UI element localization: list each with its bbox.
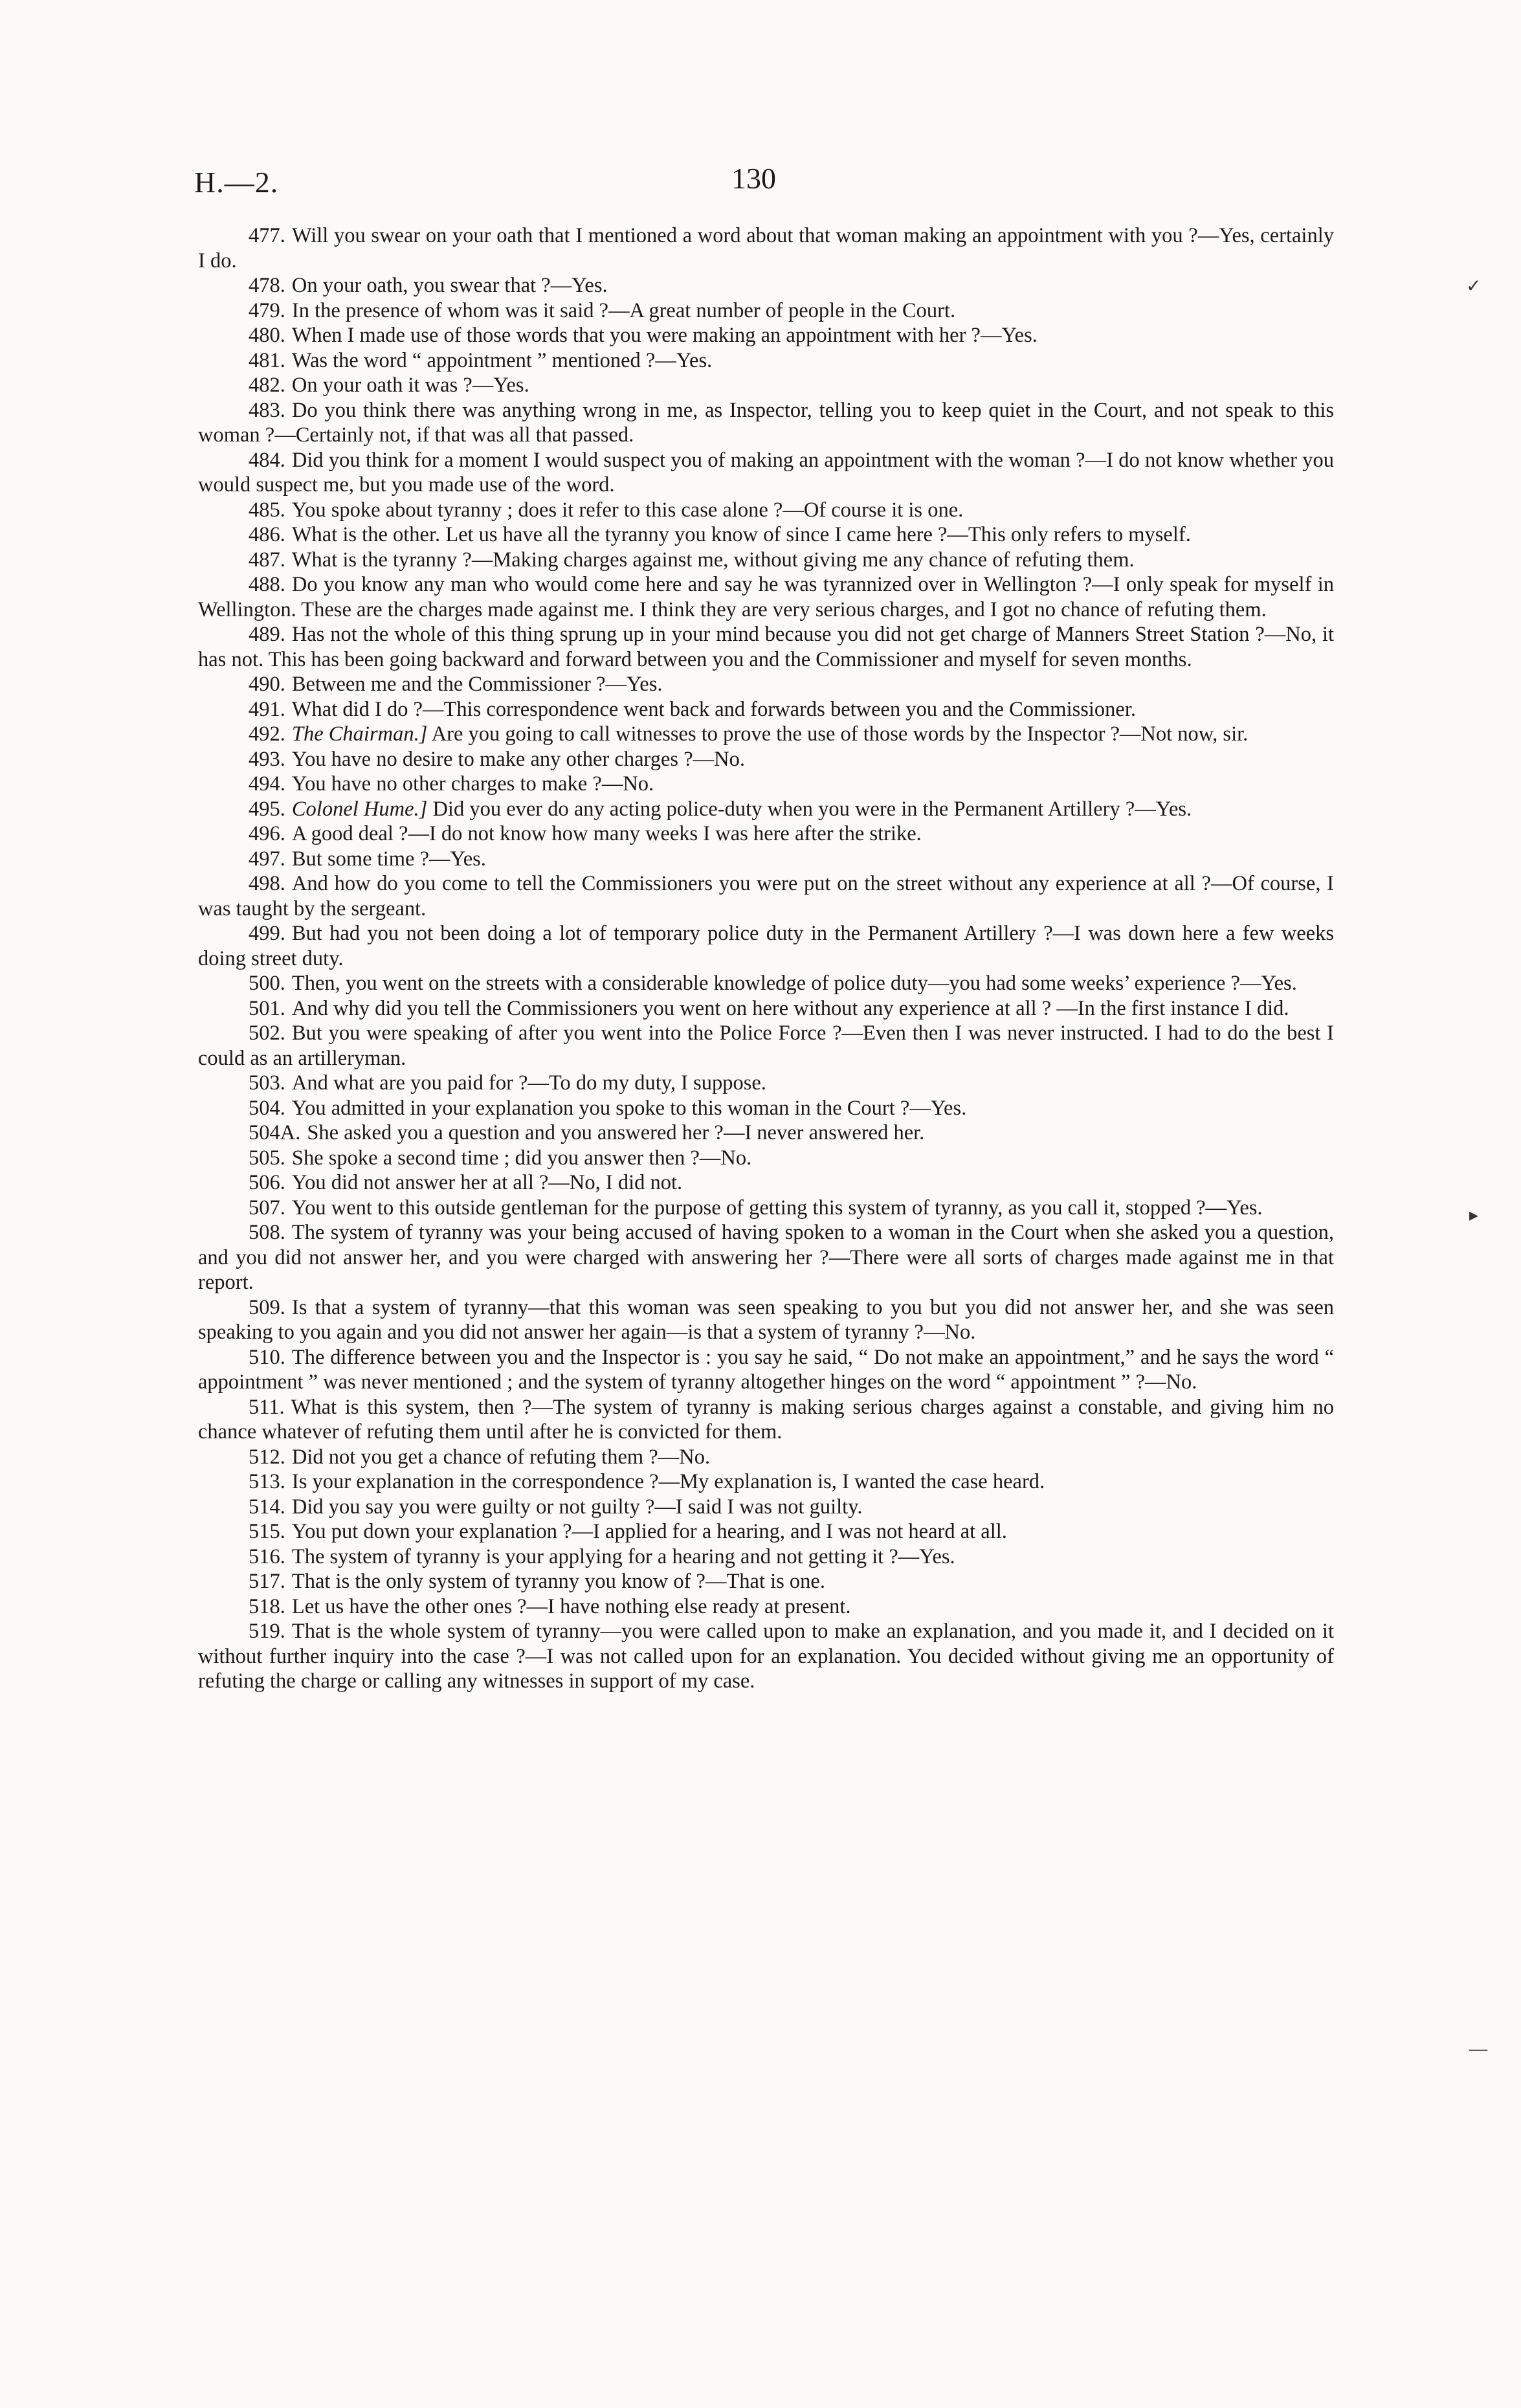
qa-entry: 478. On your oath, you swear that ?—Yes.	[249, 274, 608, 297]
qa-entry: 480. When I made use of those words that you were making an appointment with her ?—Yes.	[249, 324, 1038, 347]
qa-entry: 516. The system of tyranny is your applying for a hearing and not getting it ?—Yes.	[249, 1544, 955, 1568]
qa-entry: 497. But some time ?—Yes.	[249, 847, 486, 871]
qa-entry: 481. Was the word “ appointment ” mentioned ?—Yes.	[249, 348, 713, 372]
qa-entry: 507. You went to this outside gentleman for the purpose of getting this system of tyranny, as you call it, stopped ?—Yes.	[249, 1196, 1263, 1220]
qa-entry: 519. That is the whole system of tyranny—you were called upon to make an explanation, and you made it, and I decided on it without further inquiry into the case ?—I was not called upon for an explanation. You decided without giving me an opportunity of refuting the charge or calling any witnesses in support of my case.	[198, 1620, 1334, 1693]
qa-entry: 479. In the presence of whom was it said ?—A great number of people in the Court.	[249, 298, 956, 322]
qa-entry: 496. A good deal ?—I do not know how many weeks I was here after the strike.	[249, 822, 922, 845]
qa-entry: 477. Will you swear on your oath that I mentioned a word about that woman making an appointment with you ?—Yes, certainly I do.	[198, 224, 1334, 273]
qa-entry: 505. She spoke a second time ; did you answer then ?—No.	[249, 1146, 752, 1170]
qa-entry: 483. Do you think there was anything wrong in me, as Inspector, telling you to keep quiet in the Court, and not speak to this woman ?—Certainly not, if that was all that passed.	[198, 398, 1334, 447]
qa-entry: 485. You spoke about tyranny ; does it refer to this case alone ?—Of course it is one.	[249, 498, 964, 522]
qa-entry: 504. You admitted in your explanation you spoke to this woman in the Court ?—Yes.	[249, 1096, 967, 1120]
qa-entry: 500. Then, you went on the streets with a considerable knowledge of police duty—you had some weeks’ experience ?—Yes.	[249, 972, 1297, 995]
qa-entry: 515. You put down your explanation ?—I applied for a hearing, and I was not heard at all.	[249, 1520, 1007, 1543]
qa-entry: 504A. She asked you a question and you answered her ?—I never answered her.	[249, 1121, 925, 1144]
qa-entry: 508. The system of tyranny was your being accused of having spoken to a woman in the Court when she asked you a question, and you did not answer her, and you were charged with answering her ?—There were all sorts of charges made against me in that report.	[198, 1221, 1334, 1294]
qa-entry: 493. You have no desire to make any other charges ?—No.	[249, 747, 745, 771]
margin-tick-mark: ▸	[1469, 1205, 1479, 1225]
qa-entry: 506. You did not answer her at all ?—No, I did not.	[249, 1171, 683, 1194]
margin-dash-mark: —	[1469, 2039, 1487, 2059]
margin-tick-mark: ✓	[1466, 276, 1482, 296]
speaker: The Chairman.]	[291, 722, 428, 746]
page-number: 130	[731, 162, 776, 195]
qa-entry: 486. What is the other. Let us have all the tyranny you know of since I came here ?—This only refers to myself.	[249, 523, 1191, 546]
qa-entry: 517. That is the only system of tyranny you know of ?—That is one.	[249, 1570, 825, 1593]
testimony-body	[198, 223, 1334, 1694]
qa-entry: 509. Is that a system of tyranny—that this woman was seen speaking to you but you did not answer her, and she was seen speaking to you again and you did not answer her again—is that a system of tyranny ?—No.	[198, 1295, 1334, 1344]
qa-entry: 494. You have no other charges to make ?—No.	[249, 772, 654, 796]
qa-entry: 514. Did you say you were guilty or not guilty ?—I said I was not guilty.	[249, 1495, 863, 1519]
qa-entry: 492. The Chairman.] Are you going to call witnesses to prove the use of those words by the Inspector ?—Not now, sir.	[249, 722, 1249, 746]
qa-entry: 512. Did not you get a chance of refuting them ?—No.	[249, 1445, 711, 1469]
speaker: Colonel Hume.]	[291, 797, 428, 821]
qa-entry: 511. What is this system, then ?—The system of tyranny is making serious charges against a constable, and giving him no chance whatever of refuting them until after he is convicted for them.	[198, 1395, 1334, 1444]
qa-entry: 484. Did you think for a moment I would suspect you of making an appointment with the woman ?—I do not know whether you would suspect me, but you made use of the word.	[198, 448, 1334, 496]
qa-entry: 502. But you were speaking of after you went into the Police Force ?—Even then I was never instructed. I had to do the best I could as an artilleryman.	[198, 1021, 1334, 1070]
qa-entry: 490. Between me and the Commissioner ?—Yes.	[249, 673, 663, 696]
qa-entry: 489. Has not the whole of this thing sprung up in your mind because you did not get charge of Manners Street Station ?—No, it has not. This has been going backward and forward between you and the Commissioner and myself for seven months.	[198, 623, 1334, 671]
qa-entry: 503. And what are you paid for ?—To do my duty, I suppose.	[249, 1071, 766, 1095]
document-reference: H.—2.	[194, 166, 279, 199]
qa-entry: 498. And how do you come to tell the Commissioners you were put on the street without any experience at all ?—Of course, I was taught by the sergeant.	[198, 872, 1334, 920]
qa-entry: 499. But had you not been doing a lot of temporary police duty in the Permanent Artillery ?—I was down here a few weeks doing street duty.	[198, 922, 1334, 970]
qa-entry: 510. The difference between you and the Inspector is : you say he said, “ Do not make an appointment,” and he says the word “ appointment ” was never mentioned ; and the system of tyranny altogether hinges on the word “ appointment ” ?—No.	[198, 1345, 1334, 1394]
page-header	[194, 162, 1333, 204]
qa-entry: 487. What is the tyranny ?—Making charges against me, without giving me any chance of refuting them.	[249, 548, 1135, 572]
qa-entry: 518. Let us have the other ones ?—I have nothing else ready at present.	[249, 1594, 851, 1618]
qa-entry: 482. On your oath it was ?—Yes.	[249, 373, 529, 397]
qa-entry: 495. Colonel Hume.] Did you ever do any acting police-duty when you were in the Permanent Artillery ?—Yes.	[249, 797, 1192, 821]
qa-entry: 513. Is your explanation in the correspondence ?—My explanation is, I wanted the case heard.	[249, 1470, 1045, 1493]
qa-entry: 488. Do you know any man who would come here and say he was tyrannized over in Wellington ?—I only speak for myself in Wellington. These are the charges made against me. I think they are very serious charges, and I got no chance of refuting them.	[198, 573, 1334, 621]
qa-entry: 491. What did I do ?—This correspondence went back and forwards between you and the Commissioner.	[249, 697, 1137, 721]
qa-entry: 501. And why did you tell the Commissioners you went on here without any experience at all ? —In the first instance I did.	[249, 996, 1289, 1020]
